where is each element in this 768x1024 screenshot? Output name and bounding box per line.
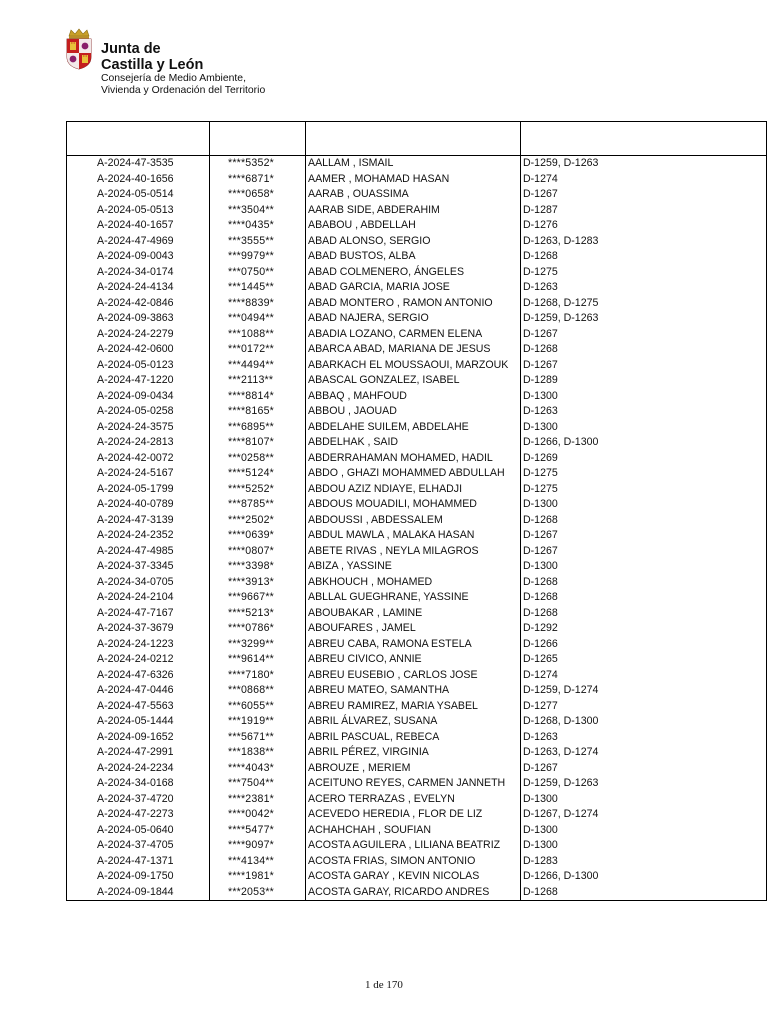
codes-cell: D-1268 [521, 606, 767, 622]
name-cell: ABDOU AZIZ NDIAYE, ELHADJI [306, 482, 521, 498]
codes-cell: D-1274 [521, 172, 767, 188]
name-cell: AARAB SIDE, ABDERAHIM [306, 203, 521, 219]
table-row [67, 265, 767, 281]
page-number: 1 de 170 [365, 979, 403, 991]
table-row [67, 606, 767, 622]
table-row [67, 389, 767, 405]
expediente-cell: A-2024-24-2104 [67, 590, 210, 606]
name-cell: ABETE RIVAS , NEYLA MILAGROS [306, 544, 521, 560]
codes-cell: D-1300 [521, 389, 767, 405]
id-cell: ****5124* [210, 466, 306, 482]
department-name [101, 73, 265, 96]
header-cell-name [306, 122, 521, 156]
name-cell: ABRIL PÉREZ, VIRGINIA [306, 745, 521, 761]
codes-cell: D-1259, D-1263 [521, 311, 767, 327]
name-cell: ABRIL ÁLVAREZ, SUSANA [306, 714, 521, 730]
expediente-cell: A-2024-05-1799 [67, 482, 210, 498]
expediente-cell: A-2024-24-1223 [67, 637, 210, 653]
table-row [67, 838, 767, 854]
id-cell: ****0658* [210, 187, 306, 203]
id-cell: ****0435* [210, 218, 306, 234]
codes-cell: D-1265 [521, 652, 767, 668]
expediente-cell: A-2024-47-1371 [67, 854, 210, 870]
name-cell: ACOSTA AGUILERA , LILIANA BEATRIZ [306, 838, 521, 854]
name-cell: AALLAM , ISMAIL [306, 156, 521, 172]
codes-cell: D-1259, D-1263 [521, 776, 767, 792]
id-cell: ****0807* [210, 544, 306, 560]
expediente-cell: A-2024-24-2279 [67, 327, 210, 343]
expediente-cell: A-2024-05-0258 [67, 404, 210, 420]
name-cell: ABREU CABA, RAMONA ESTELA [306, 637, 521, 653]
table-row [67, 621, 767, 637]
expediente-cell: A-2024-34-0174 [67, 265, 210, 281]
codes-cell: D-1267 [521, 544, 767, 560]
id-cell: ****0786* [210, 621, 306, 637]
codes-cell: D-1268 [521, 885, 767, 901]
expediente-cell: A-2024-34-0168 [67, 776, 210, 792]
table-body [67, 156, 767, 901]
id-cell: ***6895** [210, 420, 306, 436]
codes-cell: D-1268, D-1300 [521, 714, 767, 730]
codes-cell: D-1263 [521, 404, 767, 420]
name-cell: ABREU RAMIREZ, MARIA YSABEL [306, 699, 521, 715]
name-cell: ABBAQ , MAHFOUD [306, 389, 521, 405]
name-cell: ACOSTA GARAY, RICARDO ANDRES [306, 885, 521, 901]
records-table [66, 121, 767, 901]
name-cell: ACERO TERRAZAS , EVELYN [306, 792, 521, 808]
table-row [67, 869, 767, 885]
table-row [67, 327, 767, 343]
codes-cell: D-1292 [521, 621, 767, 637]
header-cell-id [210, 122, 306, 156]
id-cell: ****0639* [210, 528, 306, 544]
codes-cell: D-1300 [521, 838, 767, 854]
codes-cell: D-1268 [521, 575, 767, 591]
codes-cell: D-1267 [521, 358, 767, 374]
expediente-cell: A-2024-05-0513 [67, 203, 210, 219]
table-row [67, 714, 767, 730]
codes-cell: D-1268 [521, 249, 767, 265]
expediente-cell: A-2024-05-0514 [67, 187, 210, 203]
expediente-cell: A-2024-47-7167 [67, 606, 210, 622]
id-cell: ***2053** [210, 885, 306, 901]
expediente-cell: A-2024-09-3863 [67, 311, 210, 327]
id-cell: ***3555** [210, 234, 306, 250]
table-row [67, 466, 767, 482]
id-cell: ***7504** [210, 776, 306, 792]
expediente-cell: A-2024-42-0600 [67, 342, 210, 358]
expediente-cell: A-2024-47-1220 [67, 373, 210, 389]
department-name-line2: Vivienda y Ordenación del Territorio [101, 84, 266, 96]
codes-cell: D-1275 [521, 265, 767, 281]
id-cell: ***1838** [210, 745, 306, 761]
table-row [67, 172, 767, 188]
table-row [67, 203, 767, 219]
codes-cell: D-1300 [521, 792, 767, 808]
name-cell: ABASCAL GONZALEZ, ISABEL [306, 373, 521, 389]
institution-name [101, 41, 203, 73]
id-cell: ***3504** [210, 203, 306, 219]
name-cell: ABARKACH EL MOUSSAOUI, MARZOUK [306, 358, 521, 374]
id-cell: ****3398* [210, 559, 306, 575]
codes-cell: D-1266, D-1300 [521, 435, 767, 451]
table-row [67, 652, 767, 668]
name-cell: ACOSTA FRIAS, SIMON ANTONIO [306, 854, 521, 870]
name-cell: ABOUBAKAR , LAMINE [306, 606, 521, 622]
codes-cell: D-1275 [521, 466, 767, 482]
name-cell: ABROUZE , MERIEM [306, 761, 521, 777]
name-cell: ABKHOUCH , MOHAMED [306, 575, 521, 591]
name-cell: ABOUFARES , JAMEL [306, 621, 521, 637]
codes-cell: D-1277 [521, 699, 767, 715]
expediente-cell: A-2024-34-0705 [67, 575, 210, 591]
table-row [67, 807, 767, 823]
expediente-cell: A-2024-47-6326 [67, 668, 210, 684]
id-cell: ***0750** [210, 265, 306, 281]
table-row [67, 187, 767, 203]
header-cell-expediente [67, 122, 210, 156]
id-cell: ***9667** [210, 590, 306, 606]
name-cell: ABABOU , ABDELLAH [306, 218, 521, 234]
name-cell: AARAB , OUASSIMA [306, 187, 521, 203]
codes-cell: D-1300 [521, 559, 767, 575]
codes-cell: D-1267, D-1274 [521, 807, 767, 823]
name-cell: ABRIL PASCUAL, REBECA [306, 730, 521, 746]
name-cell: ABDUL MAWLA , MALAKA HASAN [306, 528, 521, 544]
expediente-cell: A-2024-05-0123 [67, 358, 210, 374]
name-cell: ABAD ALONSO, SERGIO [306, 234, 521, 250]
expediente-cell: A-2024-37-4705 [67, 838, 210, 854]
name-cell: ABDELHAK , SAID [306, 435, 521, 451]
name-cell: ACEITUNO REYES, CARMEN JANNETH [306, 776, 521, 792]
codes-cell: D-1275 [521, 482, 767, 498]
name-cell: ABAD GARCIA, MARIA JOSE [306, 280, 521, 296]
name-cell: ABAD NAJERA, SERGIO [306, 311, 521, 327]
name-cell: ABDELAHE SUILEM, ABDELAHE [306, 420, 521, 436]
id-cell: ****8839* [210, 296, 306, 312]
table-row [67, 792, 767, 808]
table-row [67, 234, 767, 250]
id-cell: ****5352* [210, 156, 306, 172]
codes-cell: D-1287 [521, 203, 767, 219]
codes-cell: D-1267 [521, 327, 767, 343]
id-cell: ****9097* [210, 838, 306, 854]
id-cell: ****3913* [210, 575, 306, 591]
id-cell: ****8814* [210, 389, 306, 405]
expediente-cell: A-2024-42-0846 [67, 296, 210, 312]
name-cell: ABREU CIVICO, ANNIE [306, 652, 521, 668]
codes-cell: D-1268, D-1275 [521, 296, 767, 312]
name-cell: ABADIA LOZANO, CARMEN ELENA [306, 327, 521, 343]
expediente-cell: A-2024-09-1844 [67, 885, 210, 901]
id-cell: ***0258** [210, 451, 306, 467]
name-cell: ABAD COLMENERO, ÁNGELES [306, 265, 521, 281]
name-cell: ABAD MONTERO , RAMON ANTONIO [306, 296, 521, 312]
codes-cell: D-1263, D-1283 [521, 234, 767, 250]
id-cell: ****8107* [210, 435, 306, 451]
table-row [67, 482, 767, 498]
expediente-cell: A-2024-47-5563 [67, 699, 210, 715]
name-cell: ABAD BUSTOS, ALBA [306, 249, 521, 265]
table-row [67, 435, 767, 451]
id-cell: ***9979** [210, 249, 306, 265]
expediente-cell: A-2024-09-0434 [67, 389, 210, 405]
coat-of-arms-icon [64, 28, 94, 70]
expediente-cell: A-2024-37-3679 [67, 621, 210, 637]
expediente-cell: A-2024-40-1657 [67, 218, 210, 234]
expediente-cell: A-2024-40-1656 [67, 172, 210, 188]
codes-cell: D-1300 [521, 823, 767, 839]
table-row [67, 249, 767, 265]
expediente-cell: A-2024-05-1444 [67, 714, 210, 730]
id-cell: ***1919** [210, 714, 306, 730]
table-row [67, 296, 767, 312]
codes-cell: D-1269 [521, 451, 767, 467]
expediente-cell: A-2024-24-2813 [67, 435, 210, 451]
codes-cell: D-1300 [521, 420, 767, 436]
table-row [67, 637, 767, 653]
name-cell: AAMER , MOHAMAD HASAN [306, 172, 521, 188]
name-cell: ABDERRAHAMAN MOHAMED, HADIL [306, 451, 521, 467]
id-cell: ****5213* [210, 606, 306, 622]
id-cell: ***3299** [210, 637, 306, 653]
id-cell: ****2381* [210, 792, 306, 808]
expediente-cell: A-2024-47-2991 [67, 745, 210, 761]
expediente-cell: A-2024-47-3139 [67, 513, 210, 529]
codes-cell: D-1274 [521, 668, 767, 684]
name-cell: ABDOUSSI , ABDESSALEM [306, 513, 521, 529]
id-cell: ****5252* [210, 482, 306, 498]
table-row [67, 497, 767, 513]
name-cell: ABREU EUSEBIO , CARLOS JOSE [306, 668, 521, 684]
department-name-line1: Consejería de Medio Ambiente, [101, 73, 246, 84]
expediente-cell: A-2024-24-0212 [67, 652, 210, 668]
codes-cell: D-1267 [521, 761, 767, 777]
name-cell: ABLLAL GUEGHRANE, YASSINE [306, 590, 521, 606]
codes-cell: D-1276 [521, 218, 767, 234]
codes-cell: D-1268 [521, 513, 767, 529]
institution-logo [64, 28, 304, 98]
table-row [67, 559, 767, 575]
id-cell: ****0042* [210, 807, 306, 823]
expediente-cell: A-2024-24-2234 [67, 761, 210, 777]
table-row [67, 342, 767, 358]
institution-name-line2: Castilla y León [101, 57, 204, 73]
table-row [67, 358, 767, 374]
codes-cell: D-1263, D-1274 [521, 745, 767, 761]
table-row [67, 373, 767, 389]
table-row [67, 668, 767, 684]
codes-cell: D-1266 [521, 637, 767, 653]
expediente-cell: A-2024-09-1750 [67, 869, 210, 885]
name-cell: ABREU MATEO, SAMANTHA [306, 683, 521, 699]
table-row [67, 885, 767, 901]
expediente-cell: A-2024-47-4969 [67, 234, 210, 250]
table-row [67, 420, 767, 436]
table-row [67, 280, 767, 296]
table-row [67, 311, 767, 327]
expediente-cell: A-2024-47-2273 [67, 807, 210, 823]
name-cell: ACHAHCHAH , SOUFIAN [306, 823, 521, 839]
table-row [67, 156, 767, 172]
table-row [67, 699, 767, 715]
codes-cell: D-1266, D-1300 [521, 869, 767, 885]
expediente-cell: A-2024-24-4134 [67, 280, 210, 296]
expediente-cell: A-2024-09-1652 [67, 730, 210, 746]
id-cell: ***0868** [210, 683, 306, 699]
expediente-cell: A-2024-09-0043 [67, 249, 210, 265]
id-cell: ****8165* [210, 404, 306, 420]
table-row [67, 575, 767, 591]
codes-cell: D-1268 [521, 342, 767, 358]
expediente-cell: A-2024-47-0446 [67, 683, 210, 699]
table-row [67, 590, 767, 606]
id-cell: ***0494** [210, 311, 306, 327]
id-cell: ***4134** [210, 854, 306, 870]
codes-cell: D-1300 [521, 497, 767, 513]
id-cell: ***1088** [210, 327, 306, 343]
codes-cell: D-1259, D-1263 [521, 156, 767, 172]
codes-cell: D-1267 [521, 528, 767, 544]
table-row [67, 683, 767, 699]
codes-cell: D-1263 [521, 730, 767, 746]
expediente-cell: A-2024-47-3535 [67, 156, 210, 172]
id-cell: ***8785** [210, 497, 306, 513]
expediente-cell: A-2024-47-4985 [67, 544, 210, 560]
codes-cell: D-1263 [521, 280, 767, 296]
table-header-row [67, 122, 767, 156]
id-cell: ****2502* [210, 513, 306, 529]
id-cell: ***6055** [210, 699, 306, 715]
table-row [67, 745, 767, 761]
expediente-cell: A-2024-37-4720 [67, 792, 210, 808]
table-row [67, 854, 767, 870]
expediente-cell: A-2024-05-0640 [67, 823, 210, 839]
table-row [67, 218, 767, 234]
table-row [67, 528, 767, 544]
header-cell-codes [521, 122, 767, 156]
id-cell: ***4494** [210, 358, 306, 374]
table-row [67, 730, 767, 746]
id-cell: ****1981* [210, 869, 306, 885]
id-cell: ***9614** [210, 652, 306, 668]
name-cell: ACOSTA GARAY , KEVIN NICOLAS [306, 869, 521, 885]
expediente-cell: A-2024-24-5167 [67, 466, 210, 482]
name-cell: ABARCA ABAD, MARIANA DE JESUS [306, 342, 521, 358]
codes-cell: D-1267 [521, 187, 767, 203]
id-cell: ****7180* [210, 668, 306, 684]
codes-cell: D-1289 [521, 373, 767, 389]
table-row [67, 451, 767, 467]
id-cell: ***0172** [210, 342, 306, 358]
id-cell: ****6871* [210, 172, 306, 188]
codes-cell: D-1268 [521, 590, 767, 606]
codes-cell: D-1259, D-1274 [521, 683, 767, 699]
id-cell: ***2113** [210, 373, 306, 389]
expediente-cell: A-2024-24-3575 [67, 420, 210, 436]
table-row [67, 404, 767, 420]
table-row [67, 513, 767, 529]
id-cell: ****4043* [210, 761, 306, 777]
expediente-cell: A-2024-37-3345 [67, 559, 210, 575]
name-cell: ABIZA , YASSINE [306, 559, 521, 575]
id-cell: ***1445** [210, 280, 306, 296]
table-row [67, 544, 767, 560]
expediente-cell: A-2024-42-0072 [67, 451, 210, 467]
institution-name-line1: Junta de [101, 41, 161, 57]
id-cell: ***5671** [210, 730, 306, 746]
id-cell: ****5477* [210, 823, 306, 839]
codes-cell: D-1283 [521, 854, 767, 870]
name-cell: ABDO , GHAZI MOHAMMED ABDULLAH [306, 466, 521, 482]
name-cell: ABBOU , JAOUAD [306, 404, 521, 420]
table-row [67, 823, 767, 839]
table-row [67, 776, 767, 792]
expediente-cell: A-2024-40-0789 [67, 497, 210, 513]
name-cell: ACEVEDO HEREDIA , FLOR DE LIZ [306, 807, 521, 823]
table-row [67, 761, 767, 777]
name-cell: ABDOUS MOUADILI, MOHAMMED [306, 497, 521, 513]
expediente-cell: A-2024-24-2352 [67, 528, 210, 544]
